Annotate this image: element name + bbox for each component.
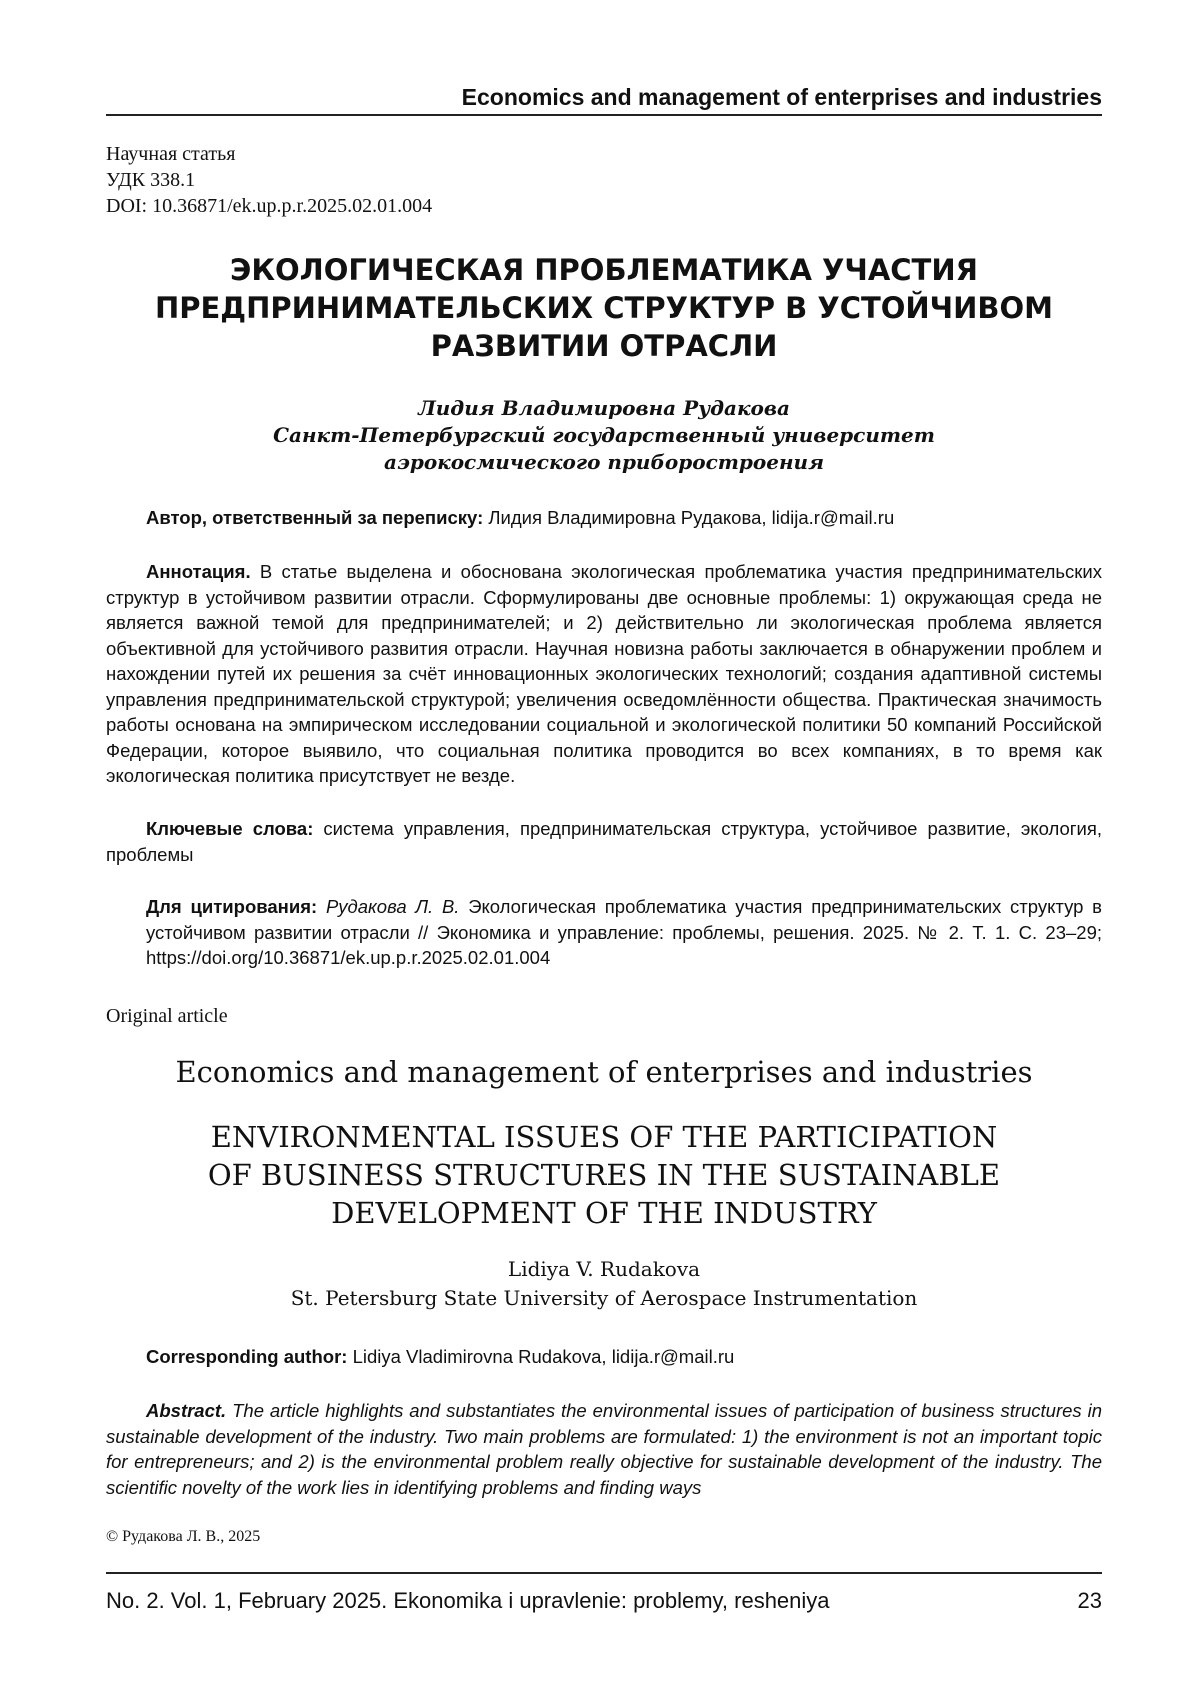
running-title: Economics and management of enterprises and industries bbox=[461, 84, 1102, 110]
page-number: 23 bbox=[1077, 1588, 1102, 1613]
author-block-ru bbox=[106, 395, 1102, 476]
title-en-line: DEVELOPMENT OF THE INDUSTRY bbox=[331, 1196, 877, 1230]
abstract-label-en: Abstract. bbox=[146, 1400, 227, 1421]
affiliation-ru-line: аэрокосмического приборостроения bbox=[383, 450, 825, 474]
author-block-en bbox=[106, 1255, 1102, 1313]
copyright: © Рудакова Л. В., 2025 bbox=[106, 1528, 261, 1545]
cite-author: Рудакова Л. В. bbox=[317, 896, 460, 917]
keywords-ru bbox=[106, 816, 1102, 867]
title-ru-line: ЭКОЛОГИЧЕСКАЯ ПРОБЛЕМАТИКА УЧАСТИЯ bbox=[230, 253, 978, 287]
cite-label: Для цитирования: bbox=[146, 896, 318, 917]
title-en-line: ENVIRONMENTAL ISSUES OF THE PARTICIPATION bbox=[210, 1120, 998, 1154]
title-en-line: OF BUSINESS STRUCTURES IN THE SUSTAINABLE bbox=[207, 1158, 1001, 1192]
corr-label-en: Corresponding author: bbox=[146, 1346, 348, 1367]
issue-info: No. 2. Vol. 1, February 2025. Ekonomika i upravlenie: problemy, resheniya bbox=[106, 1588, 830, 1613]
rubric-en: Economics and management of enterprises and industries bbox=[175, 1055, 1033, 1089]
abstract-ru bbox=[106, 559, 1102, 789]
author-name-ru: Лидия Владимировна Рудакова bbox=[418, 396, 790, 420]
affiliation-ru-line: Санкт-Петербургский государственный университет bbox=[273, 423, 935, 447]
title-ru bbox=[106, 251, 1102, 365]
corresponding-author-ru bbox=[146, 505, 1102, 531]
footer-rule bbox=[106, 1572, 1102, 1574]
corr-label-ru: Автор, ответственный за переписку: bbox=[146, 507, 484, 528]
corresponding-author-en bbox=[146, 1344, 1102, 1370]
header-rule bbox=[106, 114, 1102, 116]
article-meta bbox=[106, 141, 432, 219]
corr-value-en: Lidiya Vladimirovna Rudakova, lidija.r@mail.ru bbox=[347, 1346, 735, 1367]
citation-ru bbox=[146, 894, 1102, 971]
abstract-en bbox=[106, 1398, 1102, 1500]
page-footer bbox=[106, 1588, 1102, 1614]
article-type: Научная статья bbox=[106, 143, 236, 165]
cite-text: Экологическая проблематика участия предпринимательских структур в устойчивом развитии отрасли // Экономика и управление: проблемы, решения. 2025. № 2. Т. 1. С. 23–29; https://doi.org/10.36871/ek.up.p.r.2025.02.01.004 bbox=[146, 896, 1102, 968]
article-page bbox=[106, 0, 1102, 1698]
affiliation-en: St. Petersburg State University of Aerospace Instrumentation bbox=[290, 1286, 918, 1310]
doi: DOI: 10.36871/ek.up.p.r.2025.02.01.004 bbox=[106, 195, 433, 217]
corr-value-ru: Лидия Владимировна Рудакова, lidija.r@mail.ru bbox=[483, 507, 895, 528]
title-ru-line: ПРЕДПРИНИМАТЕЛЬСКИХ СТРУКТУР В УСТОЙЧИВОМ bbox=[154, 291, 1054, 325]
abstract-text-en: The article highlights and substantiates the environmental issues of participation of business structures in sustainable development of the industry. Two main problems are formulated: 1) the environment is not an important topic for entrepreneurs; and 2) is the environmental problem really objective for sustainable development of the industry. The scientific novelty of the work lies in identifying problems and finding ways bbox=[106, 1400, 1102, 1498]
keywords-label-ru: Ключевые слова: bbox=[146, 818, 314, 839]
title-ru-line: РАЗВИТИИ ОТРАСЛИ bbox=[430, 329, 778, 363]
article-type-en: Original article bbox=[106, 1005, 228, 1027]
title-en bbox=[106, 1118, 1102, 1232]
abstract-text-ru: В статье выделена и обоснована экологическая проблематика участия предпринимательских структур в устойчивом развитии отрасли. Сформулированы две основные проблемы: 1) окружающая среда не является важной темой для предпринимателей; и 2) действительно ли экологическая проблема является объективной для устойчивого развития отрасли. Научная новизна работы заключается в обнаружении проблем и нахождении путей их решения за счёт инновационных экологических технологий; создания адаптивной системы управления предпринимательской структурой; увеличения осведомлённости общества. Практическая значимость работы основана на эмпирическом исследовании социальной и экологической политики 50 компаний Российской Федерации, которое выявило, что социальная политика проводится во всех компаниях, в то время как экологическая политика присутствует не везде. bbox=[106, 561, 1102, 786]
keywords-text-ru: система управления, предпринимательская структура, устойчивое развитие, экология, проблемы bbox=[106, 818, 1102, 865]
author-name-en: Lidiya V. Rudakova bbox=[507, 1257, 701, 1281]
abstract-label-ru: Аннотация. bbox=[146, 561, 251, 582]
udc-code: УДК 338.1 bbox=[106, 169, 196, 191]
